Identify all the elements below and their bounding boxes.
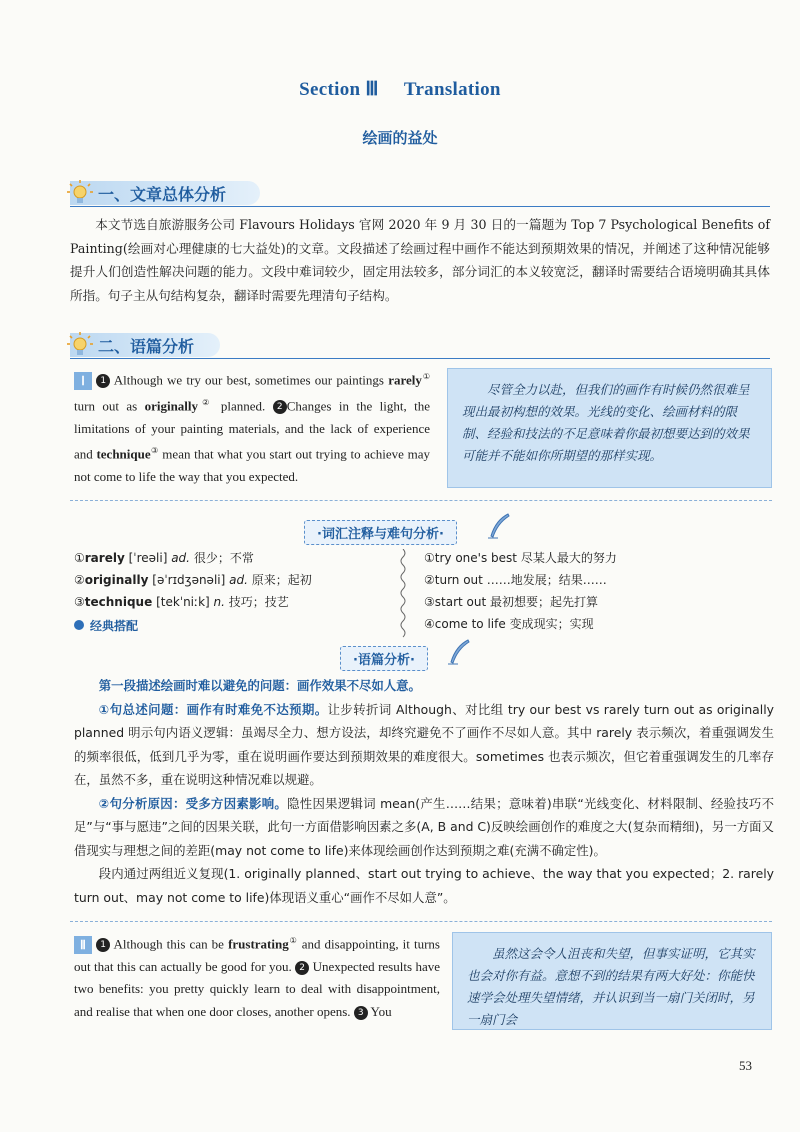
vocab-word: originally <box>144 398 199 414</box>
paragraph-1-translation: 尽管全力以赴，但我们的画作有时候仍然很难呈现出最初构想的效果。光线的变化、绘画材料的限制、经验和技法的不足意味着你最初想要达到的效果可能并不能如你所期望的那样实现。 <box>447 368 772 488</box>
vocab-list <box>74 547 404 637</box>
section1-heading-text: 一、文章总体分析 <box>98 185 227 204</box>
paragraph-roman-numeral: Ⅰ <box>74 372 92 390</box>
sentence-number: 3 <box>354 1006 368 1020</box>
vocab-item: ③technique [tekˈniːk] n. 技巧；技艺 <box>74 595 289 609</box>
analysis-label: ·语篇分析· <box>340 646 428 671</box>
section1-paragraph: 本文节选自旅游服务公司 Flavours Holidays 官网 2020 年 9 月 30 日的一篇题为 Top 7 Psychological Benefits of Painting(绘画对心理健康的七大益处)的文章。文段描述了绘画过程中画作不能达到预期效果的情况，并阐述了这种情况能够提升人们创造性解决问题的能力。文段中难词较少，固定用法较多，部分词汇的本义较宽泛，翻译时需要结合语境明确其具体所指。句子主从句结构复杂，翻译时需要先理清句子结构。 <box>70 217 770 303</box>
analysis-headline: 第一段描述绘画时难以避免的问题：画作效果不尽如人意。 <box>98 678 421 693</box>
section-number: Section Ⅲ <box>299 79 379 100</box>
vocab-word: rarely <box>388 372 422 388</box>
collocation-label: 经典搭配 <box>74 615 404 637</box>
quill-pen-icon <box>446 638 472 666</box>
sentence-number: 1 <box>96 938 110 952</box>
analysis-paragraph: 段内通过两组近义复现(1. originally planned、start out trying to achieve、the way that you expected；2. rarely turn out、may not come to life)体现语义重心“画作不尽如人意”。 <box>74 866 774 905</box>
analysis-paragraph: ①句总述问题：画作有时难免不达预期。让步转折词 Although、对比组 try our best vs rarely turn out as originally planned 明示句内语义逻辑：虽竭尽全力、想方设法，却终究避免不了画作不尽如人意。其中 rarely 表示频次，着重强调发生的频率很低，低到几乎为零，重在说明画作要达到预期效果的难度很大。sometimes 也表示频次，但它着重强调发生的几率存在，虽然不多，重在说明这种情况难以规避。 <box>74 701 774 787</box>
section1-body <box>70 213 770 307</box>
collocation-item: ④come to life 变成现实；实现 <box>424 617 594 631</box>
paragraph-2-translation: 虽然这会令人沮丧和失望，但事实证明，它其实也会对你有益。意想不到的结果有两大好处：你能快速学会处理失望情绪，并认识到当一扇门关闭时，另一扇门会 <box>452 932 772 1030</box>
lightbulb-icon <box>66 179 94 207</box>
paragraph-1-english: Ⅰ 1 Although we try our best, sometimes our paintings rarely① turn out as originally② planned. 2 Changes in the light, the limitations of your painting materials, and the lack of experience and technique③ mean that what you start out trying to achieve may not come to life the way that you expected. <box>74 372 431 484</box>
section1-heading <box>0 181 800 207</box>
section2-heading-text: 二、语篇分析 <box>98 337 195 356</box>
vocab-notes-label: ·词汇注释与难句分析· <box>304 520 457 545</box>
section-name: Translation <box>403 79 501 100</box>
section2-heading <box>0 333 800 359</box>
vocab-word: frustrating <box>228 936 289 952</box>
analysis-body <box>74 674 774 909</box>
vocab-item: ①rarely [ˈreəli] ad. 很少；不常 <box>74 551 254 565</box>
sentence-number: 2 <box>273 400 287 414</box>
collocation-list <box>424 547 764 635</box>
divider <box>70 500 772 501</box>
paragraph-roman-numeral: Ⅱ <box>74 936 92 954</box>
collocation-item: ②turn out ……地发展；结果…… <box>424 573 607 587</box>
lightbulb-icon <box>66 331 94 359</box>
analysis-paragraph: ②句分析原因：受多方因素影响。隐性因果逻辑词 mean(产生……结果；意味着)串联“光线变化、材料限制、经验技巧不足”与“事与愿违”之间的因果关联，此句一方面借影响因素之多(A, B and C)反映绘画创作的难度之大(复杂而精细)，另一方面又借现实与理想之间的差距(may not come to life)来体现绘画创作达到预期之难(充满不确定性)。 <box>74 795 774 858</box>
vocab-item: ②originally [əˈrɪdʒənəli] ad. 原来；起初 <box>74 573 312 587</box>
column-divider <box>398 549 408 641</box>
collocation-item: ①try one's best 尽某人最大的努力 <box>424 551 617 565</box>
quill-pen-icon <box>486 512 512 540</box>
article-title: 绘画的益处 <box>362 129 438 147</box>
sentence-number: 2 <box>295 961 309 975</box>
page-number: 53 <box>739 1058 752 1073</box>
section-title <box>0 78 800 101</box>
paragraph-2-english: Ⅱ 1 Although this can be frustrating① and disappointing, it turns out that this can actually be good for you. 2 Unexpected results have two benefits: you pretty quickly learn to deal with disappointment, and realise that when one door closes, another opens. 3 You <box>74 936 440 1019</box>
divider <box>70 921 772 922</box>
sentence-number: 1 <box>96 374 110 388</box>
collocation-item: ③start out 最初想要；起先打算 <box>424 595 599 609</box>
vocab-word: technique <box>96 446 151 462</box>
